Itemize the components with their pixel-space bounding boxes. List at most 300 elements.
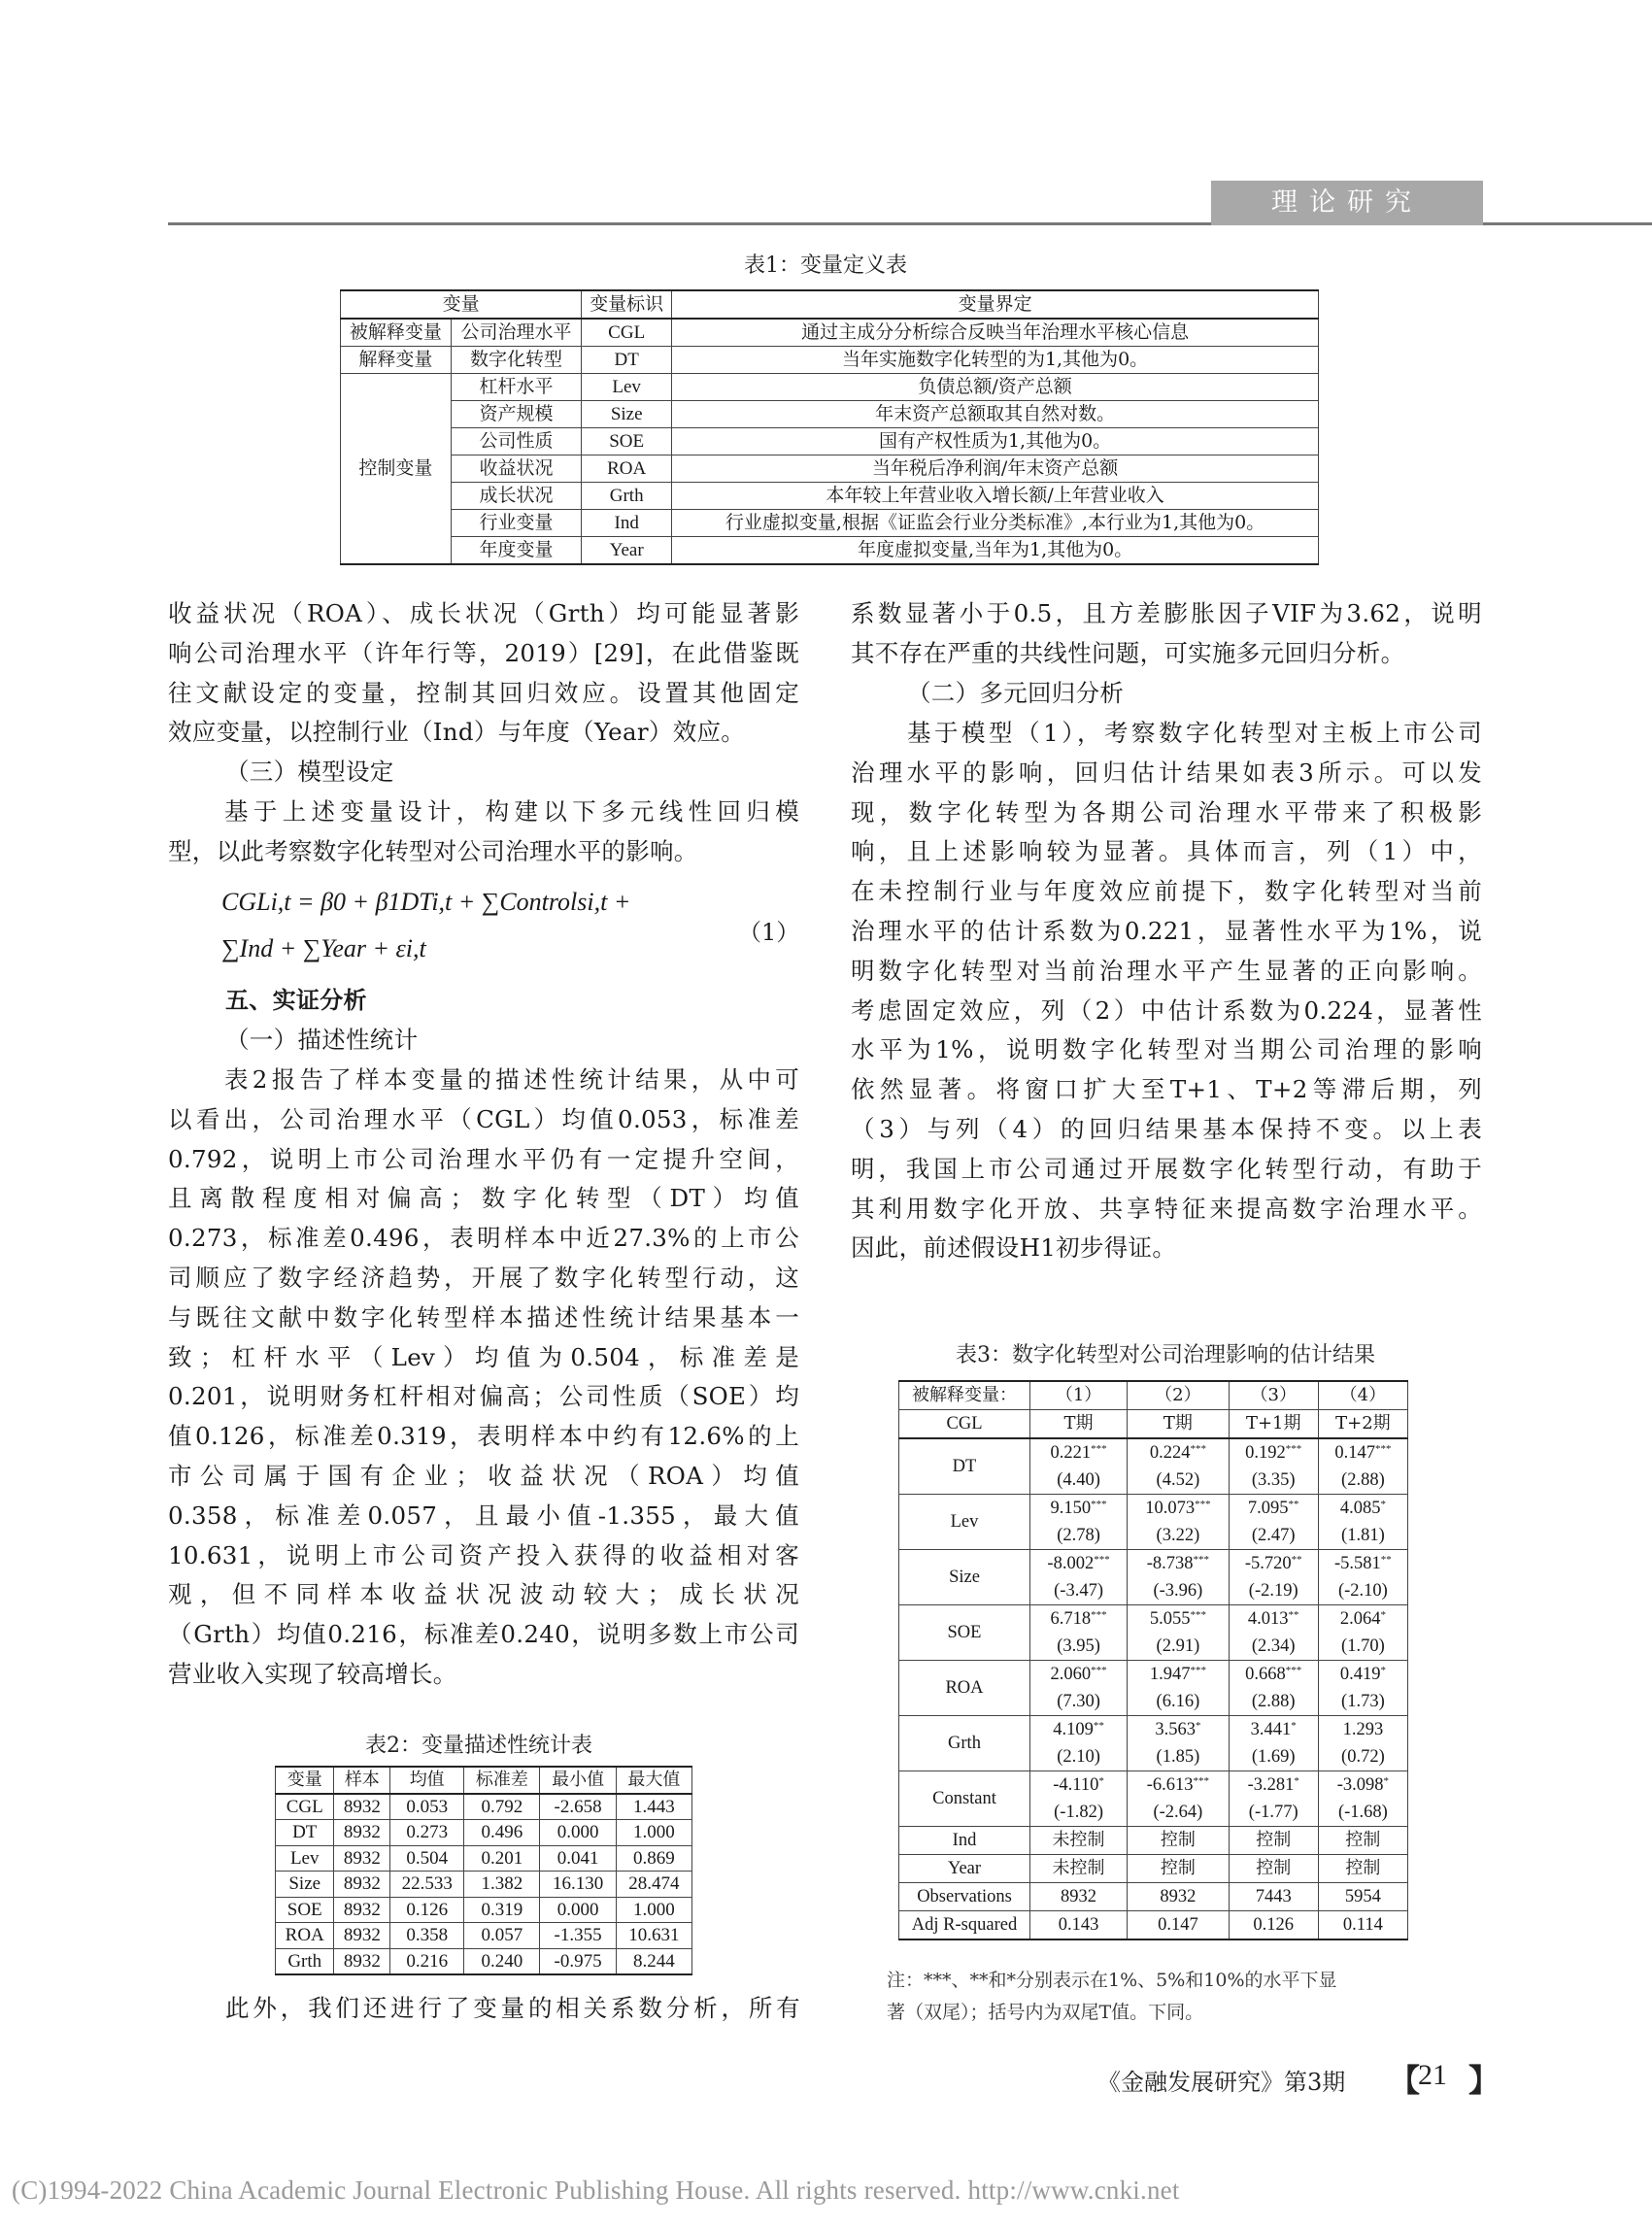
table3-tstat-cell: (-3.47) (1030, 1577, 1128, 1605)
left-p4-line: 此外，我们还进行了变量的相关系数分析，所有 (225, 1994, 800, 2022)
table1-name-cell: 行业变量 (451, 510, 581, 537)
text-line: 0.792，说明上市公司治理水平仍有一定提升空间， (168, 1144, 799, 1173)
table2-row (276, 1820, 692, 1846)
table1-def-cell: 年末资产总额取其自然对数。 (672, 401, 1319, 428)
text-line: 水平为1%，说明数字化转型对当期公司治理的影响 (851, 1035, 1482, 1064)
table3-coef-row (899, 1495, 1408, 1523)
table1-group-cell: 解释变量 (341, 347, 452, 374)
table3-coef-row (899, 1771, 1408, 1800)
table3-tstat-cell: (4.40) (1030, 1467, 1128, 1495)
right-paragraph-2 (851, 714, 1482, 1268)
left-paragraph-1 (168, 594, 799, 753)
significance-stars: *** (1374, 1443, 1392, 1455)
text-line: 与既往文献中数字化转型样本描述性统计结果基本一 (168, 1302, 799, 1332)
table3-tstat-cell: (2.34) (1229, 1633, 1318, 1661)
table3-row-year (899, 1855, 1408, 1883)
table2-cell: 0.358 (390, 1923, 464, 1949)
table3-coef-cell (1030, 1661, 1128, 1689)
table2-cell: 0.053 (390, 1794, 464, 1820)
significance-stars: ** (1093, 1720, 1104, 1732)
table2-cell: 0.504 (390, 1845, 464, 1872)
table3-coef-cell (1229, 1550, 1318, 1578)
table3-tstat-cell: (-2.64) (1128, 1799, 1230, 1827)
table3-tstat-cell: (2.91) (1128, 1633, 1230, 1661)
table2-cell: 1.382 (464, 1872, 540, 1898)
table1-def-cell: 行业虚拟变量,根据《证监会行业分类标准》,本行业为1,其他为0。 (672, 510, 1319, 537)
table2-cell: 8932 (334, 1872, 390, 1898)
table2-header-cell: 变量 (276, 1767, 334, 1794)
table1-name-cell: 数字化转型 (451, 347, 581, 374)
table1-row (341, 347, 1319, 374)
table3-tstat-cell: (2.78) (1030, 1522, 1128, 1550)
table3-tstat-cell: (-1.77) (1229, 1799, 1318, 1827)
table3-tstat-cell: (2.10) (1030, 1743, 1128, 1771)
table2-header-cell: 样本 (334, 1767, 390, 1794)
coef-value: 0.147 (1334, 1443, 1375, 1463)
table1 (340, 289, 1319, 565)
text-line: 值0.126，标准差0.319，表明样本中约有12.6%的上 (168, 1422, 799, 1451)
table3-coef-cell (1318, 1495, 1407, 1523)
footer-journal: 《金融发展研究》第3期 (1097, 2069, 1346, 2096)
table3-cell: 0.143 (1030, 1911, 1128, 1940)
table3-cell: 8932 (1030, 1883, 1128, 1911)
coef-value: 0.192 (1245, 1443, 1286, 1463)
text-line: 观，但不同样本收益状况波动较大；成长状况 (168, 1580, 799, 1609)
table2-cell: 0.216 (390, 1948, 464, 1974)
table3-coef-cell (1128, 1716, 1230, 1744)
table3-header-cell: （1） (1030, 1381, 1128, 1410)
table3-tstat-cell: (3.95) (1030, 1633, 1128, 1661)
heading-regression: （二）多元回归分析 (907, 679, 1125, 707)
table1-name-cell: 杠杆水平 (451, 374, 581, 401)
coef-value: -8.002 (1047, 1554, 1095, 1573)
table3-coef-cell (1229, 1661, 1318, 1689)
table3-tstat-cell: (1.69) (1229, 1743, 1318, 1771)
table1-group-cell: 被解释变量 (341, 319, 452, 347)
coef-value: 10.073 (1145, 1499, 1196, 1518)
heading-descriptive: （一）描述性统计 (225, 1026, 419, 1054)
coef-value: 4.013 (1247, 1609, 1289, 1629)
table2-cell: 22.533 (390, 1872, 464, 1898)
table3-var-name: ROA (899, 1661, 1030, 1716)
table1-code-cell: SOE (582, 428, 672, 455)
table2-cell: -2.658 (540, 1794, 616, 1820)
formula-line-2-text: ∑Ind + ∑Year + εi,t (221, 934, 426, 962)
coef-value: 1.293 (1342, 1720, 1384, 1739)
table2-header-cell: 标准差 (464, 1767, 540, 1794)
coef-value: 0.419 (1339, 1665, 1381, 1684)
text-line: 往文献设定的变量，控制其回归效应。设置其他固定 (168, 678, 799, 707)
table3-coef-cell (1318, 1661, 1407, 1689)
significance-stars: *** (1190, 1665, 1206, 1676)
significance-stars: *** (1193, 1775, 1210, 1787)
table1-row (341, 319, 1319, 347)
table3-cell: Observations (899, 1883, 1030, 1911)
table2-cell: Size (276, 1872, 334, 1898)
table3-coef-cell (1030, 1550, 1128, 1578)
table2-cell: DT (276, 1820, 334, 1846)
table3-cell: 控制 (1229, 1827, 1318, 1855)
table3-header-cell: （2） (1128, 1381, 1230, 1410)
page-number: 21 (1418, 2059, 1447, 2091)
table2-cell: 0.000 (540, 1820, 616, 1846)
table3-cell: 控制 (1318, 1827, 1407, 1855)
table3 (898, 1380, 1408, 1940)
table3-header-row (899, 1381, 1408, 1410)
table3-cell: 控制 (1128, 1855, 1230, 1883)
table3-tstat-cell: (7.30) (1030, 1688, 1128, 1716)
significance-stars: *** (1190, 1443, 1206, 1455)
table2-row (276, 1794, 692, 1820)
text-line: 致；杠杆水平（Lev）均值为0.504，标准差是 (168, 1342, 799, 1371)
text-line: 基于模型（1），考察数字化转型对主板上市公司 (907, 719, 1482, 747)
table2-row (276, 1872, 692, 1898)
coef-value: 2.060 (1050, 1665, 1092, 1684)
table3-tstat-cell: (0.72) (1318, 1743, 1407, 1771)
table1-name-cell: 资产规模 (451, 401, 581, 428)
significance-stars: *** (1190, 1609, 1206, 1621)
coef-value: 4.085 (1339, 1499, 1381, 1518)
text-line: 响，且上述影响较为显著。具体而言，列（1）中， (851, 837, 1482, 866)
left-paragraph-4 (225, 1989, 800, 2029)
table1-caption: 表1：变量定义表 (744, 253, 907, 278)
text-line: 响公司治理水平（许年行等，2019）[29]，在此借鉴既 (168, 638, 799, 667)
significance-stars: *** (1091, 1443, 1107, 1455)
coef-value: -4.110 (1053, 1775, 1099, 1795)
text-line: 现，数字化转型为各期公司治理水平带来了积极影 (851, 797, 1482, 826)
table1-code-cell: Grth (582, 483, 672, 510)
table3-coef-row (899, 1550, 1408, 1578)
significance-stars: *** (1285, 1665, 1302, 1676)
table3-coef-cell (1128, 1605, 1230, 1634)
table3-tstat-cell: (2.47) (1229, 1522, 1318, 1550)
significance-stars: *** (1091, 1499, 1107, 1510)
text-line: 治理水平的影响，回归估计结果如表3所示。可以发 (851, 758, 1482, 787)
table2-cell: 0.041 (540, 1845, 616, 1872)
text-line: 基于上述变量设计，构建以下多元线性回归模 (224, 797, 799, 826)
text-line: 10.631，说明上市公司资产投入获得的收益相对客 (168, 1540, 799, 1569)
table3-header-cell: T期 (1030, 1410, 1128, 1439)
table2-row (276, 1897, 692, 1923)
table2-cell: 0.869 (616, 1845, 691, 1872)
table3-header-cell: 被解释变量： (899, 1381, 1030, 1410)
table2-cell: 0.057 (464, 1923, 540, 1949)
coef-value: 6.718 (1050, 1609, 1092, 1629)
table1-name-cell: 收益状况 (451, 455, 581, 483)
table1-header-cell: 变量界定 (672, 290, 1319, 319)
formula-number: （1） (738, 919, 800, 946)
table1-name-cell: 公司治理水平 (451, 319, 581, 347)
table3-coef-cell (1128, 1550, 1230, 1578)
text-line: 以看出，公司治理水平（CGL）均值0.053，标准差 (168, 1104, 799, 1133)
coef-value: -3.098 (1336, 1775, 1384, 1795)
text-line: 型，以此考察数字化转型对公司治理水平的影响。 (168, 836, 698, 865)
table3-cell: 0.147 (1128, 1911, 1230, 1940)
table1-def-cell: 通过主成分分析综合反映当年治理水平核心信息 (672, 319, 1319, 347)
table1-row (341, 455, 1319, 483)
table3-cell: 控制 (1318, 1855, 1407, 1883)
text-line: 市公司属于国有企业；收益状况（ROA）均值 (168, 1461, 799, 1490)
table3-coef-cell (1128, 1495, 1230, 1523)
table1-def-cell: 当年税后净利润/年末资产总额 (672, 455, 1319, 483)
table1-def-cell: 负债总额/资产总额 (672, 374, 1319, 401)
heading-model: （三）模型设定 (225, 758, 394, 786)
table3-cell: 未控制 (1030, 1827, 1128, 1855)
significance-stars: * (1380, 1665, 1386, 1676)
table1-def-cell: 年度虚拟变量,当年为1,其他为0。 (672, 537, 1319, 565)
table3-coef-cell (1318, 1771, 1407, 1800)
table2-cell: 1.000 (616, 1820, 691, 1846)
table3-header-row (899, 1410, 1408, 1439)
coef-value: 3.563 (1155, 1720, 1196, 1739)
coef-value: 9.150 (1050, 1499, 1092, 1518)
table2-cell: 28.474 (616, 1872, 691, 1898)
table2-cell: 1.443 (616, 1794, 691, 1820)
table3-coef-cell (1030, 1771, 1128, 1800)
table1-header-row (341, 290, 1319, 319)
text-line: 明，我国上市公司通过开展数字化转型行动，有助于 (851, 1154, 1482, 1183)
table2-cell: 0.792 (464, 1794, 540, 1820)
table3-cell: 5954 (1318, 1883, 1407, 1911)
table1-def-cell: 国有产权性质为1,其他为0。 (672, 428, 1319, 455)
table3-tstat-cell: (-2.10) (1318, 1577, 1407, 1605)
table2-cell: 0.000 (540, 1897, 616, 1923)
table3-coef-cell (1318, 1438, 1407, 1467)
coef-value: 1.947 (1149, 1665, 1191, 1684)
coef-value: 0.224 (1149, 1443, 1191, 1463)
table3-var-name: Size (899, 1550, 1030, 1605)
table2-cell: 0.319 (464, 1897, 540, 1923)
table2-header-cell: 最小值 (540, 1767, 616, 1794)
table3-tstat-cell: (1.81) (1318, 1522, 1407, 1550)
text-line: 0.201，说明财务杠杆相对偏高；公司性质（SOE）均 (168, 1382, 799, 1411)
table3-coef-cell (1128, 1438, 1230, 1467)
footer-bracket-left: 【 (1389, 2062, 1421, 2099)
table1-row (341, 537, 1319, 565)
table3-coef-cell (1318, 1716, 1407, 1744)
table3-row-r2 (899, 1911, 1408, 1940)
table3-cell: Adj R-squared (899, 1911, 1030, 1940)
significance-stars: * (1380, 1499, 1386, 1510)
table2-header-cell: 最大值 (616, 1767, 691, 1794)
text-line: 治理水平的估计系数为0.221，显著性水平为1%，说 (851, 916, 1482, 945)
table3-cell: 0.126 (1229, 1911, 1318, 1940)
table2-cell: -1.355 (540, 1923, 616, 1949)
table3-var-name: SOE (899, 1605, 1030, 1661)
formula-line-1 (221, 888, 630, 917)
text-line: 系数显著小于0.5，且方差膨胀因子VIF为3.62，说明 (851, 599, 1482, 627)
table1-name-cell: 年度变量 (451, 537, 581, 565)
significance-stars: *** (1193, 1554, 1210, 1566)
footer-bracket-right: 】 (1468, 2062, 1500, 2099)
text-line: 其不存在严重的共线性问题，可实施多元回归分析。 (851, 638, 1405, 667)
table3-var-name: Grth (899, 1716, 1030, 1771)
table2-cell: 8932 (334, 1897, 390, 1923)
table2-cell: Lev (276, 1845, 334, 1872)
table3-note-line: 注：***、**和*分别表示在1%、5%和10%的水平下显 (887, 1970, 1337, 1991)
table1-row (341, 483, 1319, 510)
table1-row (341, 428, 1319, 455)
table3-coef-cell (1128, 1771, 1230, 1800)
table3-tstat-cell: (-1.82) (1030, 1799, 1128, 1827)
table3-coef-row (899, 1716, 1408, 1744)
coef-value: 5.055 (1149, 1609, 1191, 1629)
table2-row (276, 1845, 692, 1872)
table2-cell: CGL (276, 1794, 334, 1820)
table3-cell: 控制 (1229, 1855, 1318, 1883)
significance-stars: ** (1380, 1554, 1392, 1566)
text-line: 营业收入实现了较高增长。 (168, 1659, 457, 1688)
text-line: 收益状况（ROA）、成长状况（Grth）均可能显著影 (168, 599, 799, 627)
table2-row (276, 1948, 692, 1974)
table1-row (341, 510, 1319, 537)
table2-cell: 8932 (334, 1845, 390, 1872)
table1-def-cell: 本年较上年营业收入增长额/上年营业收入 (672, 483, 1319, 510)
table3-var-name: Constant (899, 1771, 1030, 1827)
section-tab: 理论研究 (1211, 181, 1483, 225)
coef-value: 4.109 (1053, 1720, 1094, 1739)
text-line: 效应变量，以控制行业（Ind）与年度（Year）效应。 (168, 718, 746, 747)
table3-coef-row (899, 1438, 1408, 1467)
table3-row-obs (899, 1883, 1408, 1911)
left-paragraph-3 (168, 1061, 799, 1695)
table1-code-cell: ROA (582, 455, 672, 483)
table3-coef-cell (1030, 1495, 1128, 1523)
text-line: （3）与列（4）的回归结果基本保持不变。以上表 (851, 1114, 1482, 1143)
table1-code-cell: Size (582, 401, 672, 428)
text-line: （Grth）均值0.216，标准差0.240，说明多数上市公司 (168, 1620, 799, 1649)
table3-header-cell: （4） (1318, 1381, 1407, 1410)
table2-header-cell: 均值 (390, 1767, 464, 1794)
text-line: 0.358，标准差0.057，且最小值-1.355，最大值 (168, 1501, 799, 1530)
table3-note-line: 著（双尾）；括号内为双尾T值。下同。 (887, 2002, 1204, 2023)
table2-cell: 0.126 (390, 1897, 464, 1923)
significance-stars: *** (1195, 1499, 1211, 1510)
table1-group-cell: 控制变量 (341, 374, 452, 565)
significance-stars: *** (1285, 1443, 1302, 1455)
table3-coef-cell (1030, 1605, 1128, 1634)
table1-code-cell: Ind (582, 510, 672, 537)
text-line: 表2报告了样本变量的描述性统计结果，从中可 (224, 1065, 799, 1094)
significance-stars: *** (1091, 1609, 1107, 1621)
table2-cell: 10.631 (616, 1923, 691, 1949)
coef-value: 3.441 (1250, 1720, 1292, 1739)
significance-stars: *** (1091, 1665, 1107, 1676)
table3-note (887, 1965, 1421, 2029)
table3-coef-cell (1229, 1716, 1318, 1744)
table2-cell: 8932 (334, 1794, 390, 1820)
coef-value: 0.221 (1050, 1443, 1092, 1463)
coef-value: -6.613 (1146, 1775, 1194, 1795)
table1-name-cell: 公司性质 (451, 428, 581, 455)
table3-cell: 8932 (1128, 1883, 1230, 1911)
significance-stars: ** (1288, 1609, 1299, 1621)
table2-caption: 表2：变量描述性统计表 (365, 1734, 592, 1758)
coef-value: -5.581 (1334, 1554, 1381, 1573)
table3-coef-cell (1229, 1438, 1318, 1467)
table3-coef-cell (1128, 1661, 1230, 1689)
table3-tstat-cell: (2.88) (1318, 1467, 1407, 1495)
table3-caption: 表3：数字化转型对公司治理影响的估计结果 (956, 1343, 1375, 1367)
table3-header-cell: （3） (1229, 1381, 1318, 1410)
table3-coef-cell (1030, 1716, 1128, 1744)
table3-cell: Year (899, 1855, 1030, 1883)
coef-value: 0.668 (1245, 1665, 1286, 1684)
table1-code-cell: CGL (582, 319, 672, 347)
table3-coef-cell (1229, 1495, 1318, 1523)
text-line: 且离散程度相对偏高；数字化转型（DT）均值 (168, 1184, 799, 1213)
table1-row (341, 401, 1319, 428)
table3-row-ind (899, 1827, 1408, 1855)
table2-cell: 0.496 (464, 1820, 540, 1846)
significance-stars: ** (1291, 1554, 1302, 1566)
text-line: 司顺应了数字经济趋势，开展了数字化转型行动，这 (168, 1263, 799, 1292)
table1-code-cell: Lev (582, 374, 672, 401)
table3-cell: 0.114 (1318, 1911, 1407, 1940)
table3-coef-cell (1318, 1605, 1407, 1634)
significance-stars: * (1098, 1775, 1104, 1787)
table3-cell: 控制 (1128, 1827, 1230, 1855)
coef-value: -8.738 (1146, 1554, 1194, 1573)
table1-header-cell: 变量 (341, 290, 582, 319)
table2-cell: 0.201 (464, 1845, 540, 1872)
text-line: 考虑固定效应，列（2）中估计系数为0.224，显著性 (851, 995, 1482, 1025)
text-line: 依然显著。将窗口扩大至T+1、T+2等滞后期，列 (851, 1075, 1482, 1104)
table3-tstat-cell: (-1.68) (1318, 1799, 1407, 1827)
table3-header-cell: T期 (1128, 1410, 1230, 1439)
table3-var-name: DT (899, 1438, 1030, 1495)
table3-coef-cell (1229, 1771, 1318, 1800)
formula-line-2 (221, 934, 426, 963)
table2-cell: Grth (276, 1948, 334, 1974)
text-line: 其利用数字化开放、共享特征来提高数字治理水平。 (851, 1194, 1482, 1223)
table2-cell: ROA (276, 1923, 334, 1949)
table3-cell: 未控制 (1030, 1855, 1128, 1883)
table3-coef-row (899, 1661, 1408, 1689)
table3-tstat-cell: (4.52) (1128, 1467, 1230, 1495)
significance-stars: * (1195, 1720, 1201, 1732)
table2-cell: 8932 (334, 1923, 390, 1949)
significance-stars: * (1294, 1775, 1299, 1787)
text-line: 因此，前述假设H1初步得证。 (851, 1233, 1177, 1263)
table2-cell: SOE (276, 1897, 334, 1923)
left-paragraph-2 (168, 793, 799, 872)
table2-cell: 1.000 (616, 1897, 691, 1923)
table3-coef-cell (1318, 1550, 1407, 1578)
significance-stars: * (1291, 1720, 1297, 1732)
table3-header-cell: T+2期 (1318, 1410, 1407, 1439)
right-paragraph-1 (851, 594, 1482, 674)
coef-value: 2.064 (1339, 1609, 1381, 1629)
table1-code-cell: Year (582, 537, 672, 565)
text-line: 明数字化转型对当前治理水平产生显著的正向影响。 (851, 956, 1482, 985)
table1-row (341, 374, 1319, 401)
table3-cell: 7443 (1229, 1883, 1318, 1911)
significance-stars: * (1380, 1609, 1386, 1621)
table2-cell: 0.273 (390, 1820, 464, 1846)
table3-header-cell: T+1期 (1229, 1410, 1318, 1439)
table2-header-row (276, 1767, 692, 1794)
significance-stars: *** (1094, 1554, 1110, 1566)
table3-coef-cell (1030, 1438, 1128, 1467)
coef-value: -3.281 (1247, 1775, 1295, 1795)
table2-cell: 0.240 (464, 1948, 540, 1974)
coef-value: 7.095 (1247, 1499, 1289, 1518)
significance-stars: * (1383, 1775, 1390, 1787)
table3-tstat-cell: (-3.96) (1128, 1577, 1230, 1605)
table3-header-cell: CGL (899, 1410, 1030, 1439)
table2-cell: 8.244 (616, 1948, 691, 1974)
